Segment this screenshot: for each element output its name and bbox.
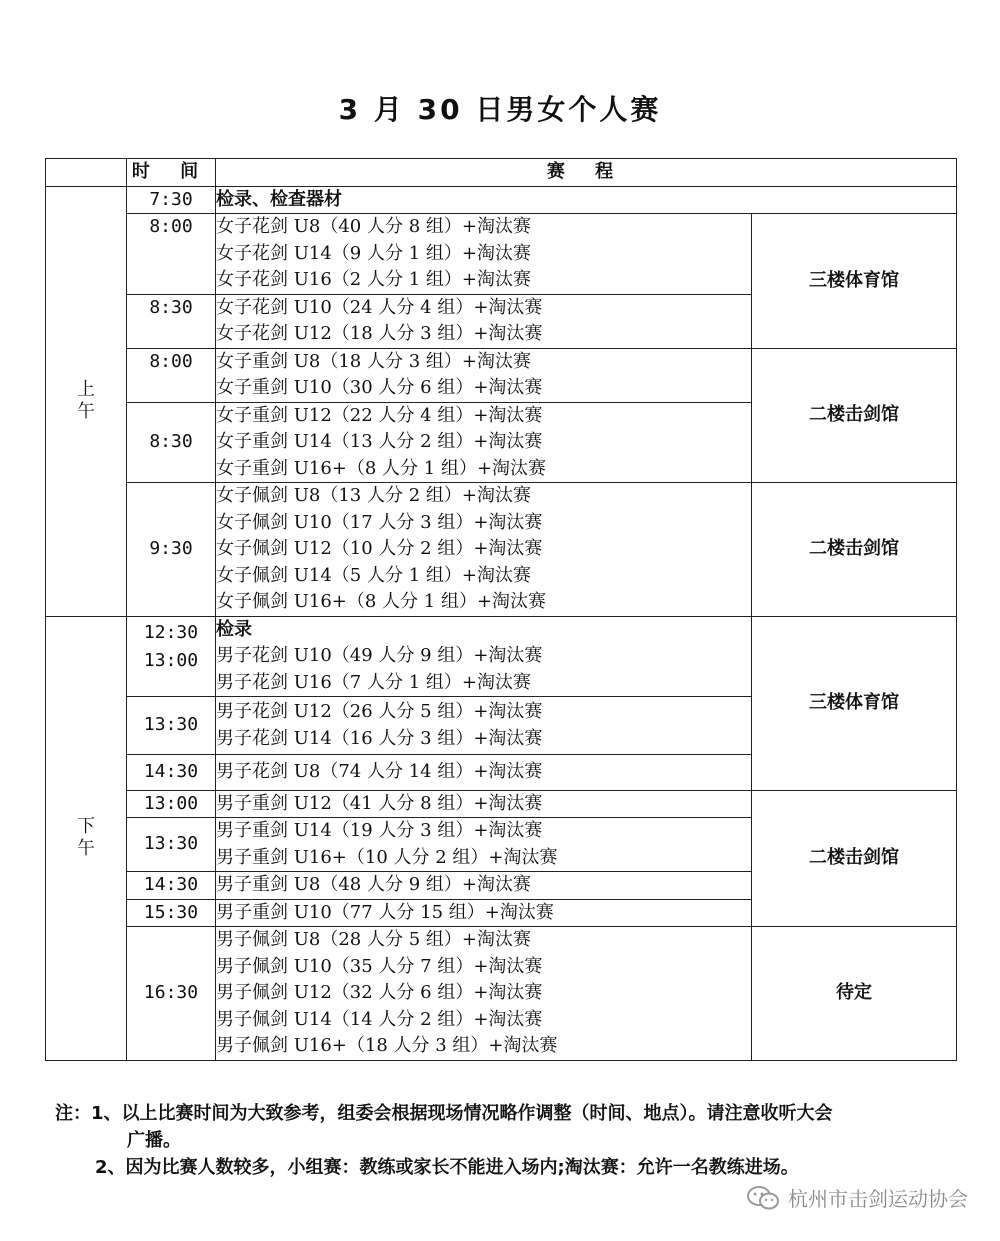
event-line: 男子佩剑 U12（32 人分 6 组）+淘汰赛 bbox=[216, 982, 543, 1003]
time-cell: 8:00 bbox=[127, 214, 216, 295]
time-cell bbox=[127, 616, 216, 697]
event-line: 女子重剑 U10（30 人分 6 组）+淘汰赛 bbox=[216, 377, 543, 398]
event-line: 女子花剑 U14（9 人分 1 组）+淘汰赛 bbox=[216, 242, 531, 264]
time-cell: 8:30 bbox=[127, 402, 216, 483]
period-morning bbox=[46, 186, 127, 616]
event-line: 检录 bbox=[216, 618, 252, 640]
table-row bbox=[46, 790, 957, 818]
event-line: 女子花剑 U12（18 人分 3 组）+淘汰赛 bbox=[216, 323, 543, 344]
time-cell: 7:30 bbox=[127, 186, 216, 214]
event-line: 男子重剑 U12（41 人分 8 组）+淘汰赛 bbox=[216, 792, 543, 814]
time-cell: 16:30 bbox=[127, 927, 216, 1061]
notes bbox=[55, 1100, 955, 1181]
event-line: 男子花剑 U12（26 人分 5 组）+淘汰赛 bbox=[216, 701, 543, 722]
time-line: 13:00 bbox=[143, 649, 199, 671]
table-row bbox=[46, 348, 957, 402]
venue-cell: 待定 bbox=[752, 927, 957, 1061]
venue-cell: 三楼体育馆 bbox=[752, 214, 957, 349]
time-cell: 8:30 bbox=[127, 294, 216, 348]
event-line: 女子佩剑 U16+（8 人分 1 组）+淘汰赛 bbox=[216, 591, 547, 612]
venue-cell: 三楼体育馆 bbox=[752, 616, 957, 790]
event-line: 女子佩剑 U10（17 人分 3 组）+淘汰赛 bbox=[216, 511, 543, 533]
event-cell bbox=[216, 402, 752, 483]
event-cell bbox=[216, 616, 752, 697]
period-char: 午 bbox=[77, 401, 95, 422]
note-2: 2、因为比赛人数较多，小组赛：教练或家长不能进入场内;淘汰赛：允许一名教练进场。 bbox=[95, 1157, 799, 1178]
event-cell bbox=[216, 872, 752, 900]
event-line: 男子佩剑 U14（14 人分 2 组）+淘汰赛 bbox=[216, 1008, 543, 1030]
event-line: 女子佩剑 U12（10 人分 2 组）+淘汰赛 bbox=[216, 538, 543, 559]
venue-cell: 二楼击剑馆 bbox=[752, 790, 957, 927]
period-char: 午 bbox=[77, 838, 95, 859]
header-time: 时 间 bbox=[127, 159, 216, 187]
event-line: 女子重剑 U12（22 人分 4 组）+淘汰赛 bbox=[216, 404, 543, 426]
event-cell bbox=[216, 348, 752, 402]
event-line: 女子佩剑 U8（13 人分 2 组）+淘汰赛 bbox=[216, 485, 531, 506]
time-cell: 8:00 bbox=[127, 348, 216, 402]
note-1: 注：1、以上比赛时间为大致参考，组委会根据现场情况略作调整（时间、地点）。请注意收听大会 bbox=[55, 1103, 833, 1124]
schedule-table bbox=[45, 158, 957, 1061]
event-line: 男子佩剑 U8（28 人分 5 组）+淘汰赛 bbox=[216, 929, 531, 950]
table-row bbox=[46, 214, 957, 295]
period-char: 下 bbox=[77, 816, 95, 837]
event-line: 男子花剑 U8（74 人分 14 组）+淘汰赛 bbox=[216, 761, 543, 782]
event-cell bbox=[216, 483, 752, 617]
event-cell bbox=[216, 214, 752, 295]
event-cell bbox=[216, 899, 752, 927]
time-cell: 9:30 bbox=[127, 483, 216, 617]
event-line: 女子重剑 U8（18 人分 3 组）+淘汰赛 bbox=[216, 350, 531, 372]
event-cell bbox=[216, 186, 957, 214]
event-line: 男子花剑 U10（49 人分 9 组）+淘汰赛 bbox=[216, 645, 543, 666]
table-row bbox=[46, 616, 957, 697]
time-cell: 13:30 bbox=[127, 818, 216, 872]
event-line: 男子花剑 U16（7 人分 1 组）+淘汰赛 bbox=[216, 671, 531, 693]
event-line: 男子重剑 U16+（10 人分 2 组）+淘汰赛 bbox=[216, 846, 558, 868]
event-line: 男子重剑 U10（77 人分 15 组）+淘汰赛 bbox=[216, 901, 554, 923]
event-line: 女子花剑 U8（40 人分 8 组）+淘汰赛 bbox=[216, 216, 531, 237]
event-line: 男子花剑 U14（16 人分 3 组）+淘汰赛 bbox=[216, 727, 543, 749]
table-row bbox=[46, 483, 957, 617]
event-line: 女子重剑 U14（13 人分 2 组）+淘汰赛 bbox=[216, 431, 543, 452]
event-line: 女子花剑 U10（24 人分 4 组）+淘汰赛 bbox=[216, 296, 543, 318]
period-afternoon bbox=[46, 616, 127, 1060]
watermark-text: 杭州市击剑运动协会 bbox=[788, 1187, 968, 1211]
event-line: 女子佩剑 U14（5 人分 1 组）+淘汰赛 bbox=[216, 564, 531, 586]
table-row bbox=[46, 927, 957, 1061]
table-row bbox=[46, 186, 957, 214]
event-line: 男子佩剑 U10（35 人分 7 组）+淘汰赛 bbox=[216, 955, 543, 977]
table-header-row bbox=[46, 159, 957, 187]
header-schedule: 赛 程 bbox=[216, 159, 957, 187]
wechat-icon bbox=[746, 1185, 780, 1211]
time-cell: 15:30 bbox=[127, 899, 216, 927]
event-line: 女子花剑 U16（2 人分 1 组）+淘汰赛 bbox=[216, 269, 531, 290]
time-line: 12:30 bbox=[143, 621, 199, 643]
event-cell bbox=[216, 294, 752, 348]
header-blank bbox=[46, 159, 127, 187]
time-cell: 13:30 bbox=[127, 697, 216, 755]
page-title: 3 月 30 日男女个人赛 bbox=[338, 93, 662, 126]
event-cell bbox=[216, 790, 752, 818]
watermark bbox=[746, 1183, 968, 1212]
event-cell bbox=[216, 697, 752, 755]
time-cell: 14:30 bbox=[127, 755, 216, 791]
event-line: 男子重剑 U8（48 人分 9 组）+淘汰赛 bbox=[216, 874, 531, 895]
event-cell bbox=[216, 818, 752, 872]
note-1-cont: 广播。 bbox=[127, 1130, 181, 1151]
event-line: 男子重剑 U14（19 人分 3 组）+淘汰赛 bbox=[216, 820, 543, 841]
event-line: 检录、检查器材 bbox=[216, 188, 342, 210]
event-cell bbox=[216, 755, 752, 791]
period-char: 上 bbox=[77, 379, 95, 400]
event-cell bbox=[216, 927, 752, 1061]
time-cell: 14:30 bbox=[127, 872, 216, 900]
event-line: 女子重剑 U16+（8 人分 1 组）+淘汰赛 bbox=[216, 457, 547, 479]
venue-cell: 二楼击剑馆 bbox=[752, 483, 957, 617]
time-cell: 13:00 bbox=[127, 790, 216, 818]
event-line: 男子佩剑 U16+（18 人分 3 组）+淘汰赛 bbox=[216, 1035, 558, 1056]
venue-cell: 二楼击剑馆 bbox=[752, 348, 957, 483]
